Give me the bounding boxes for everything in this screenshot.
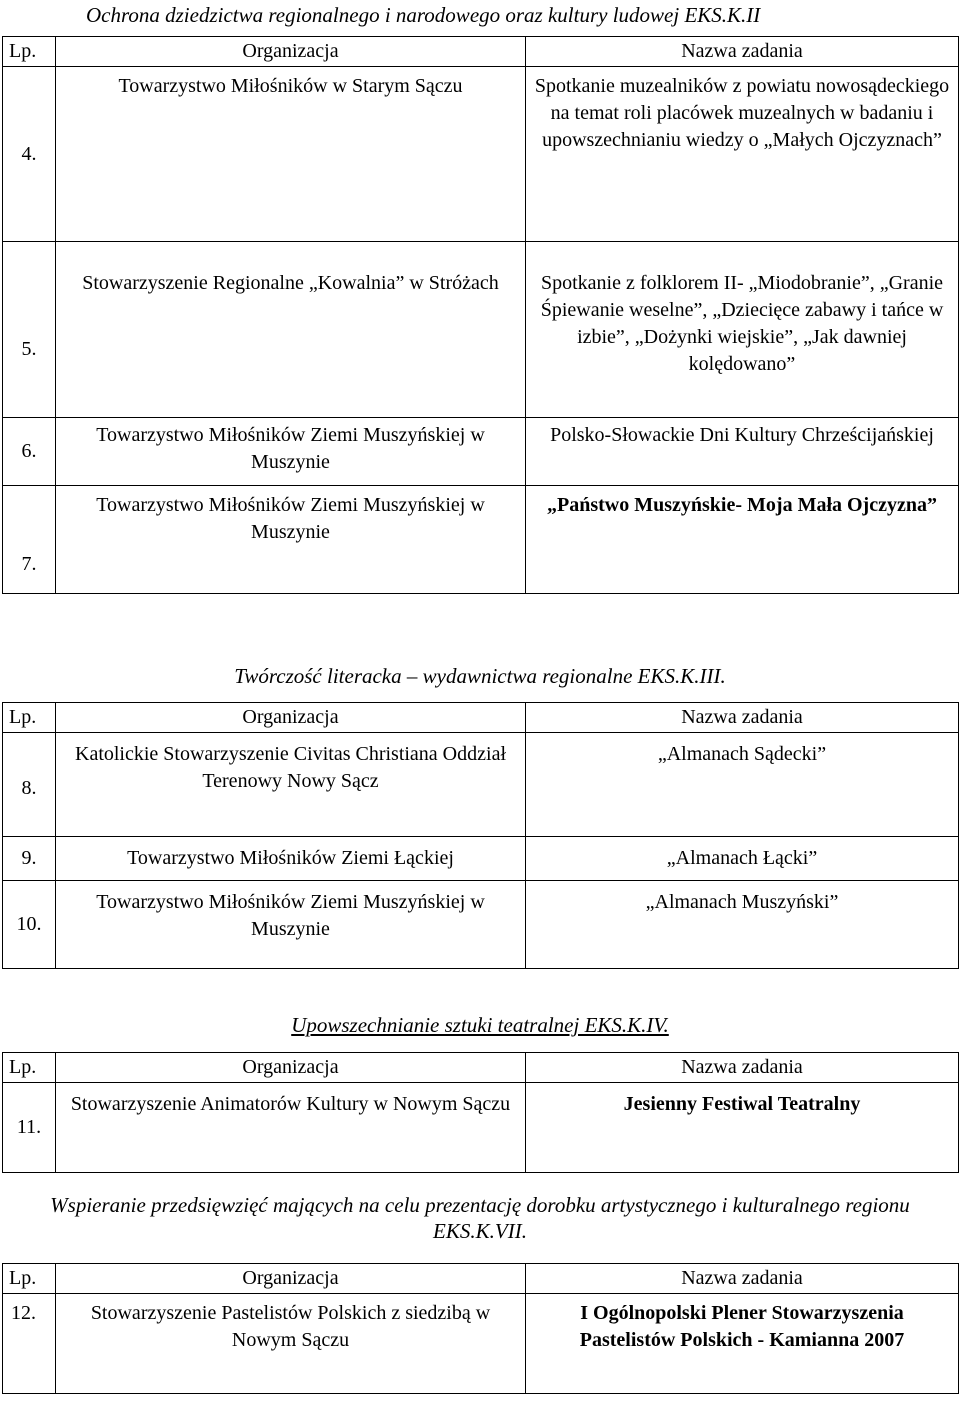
table-header-row (3, 37, 959, 67)
row-number: 6. (3, 418, 56, 486)
row-task: „Państwo Muszyńskie- Moja Mała Ojczyzna” (526, 486, 959, 594)
header-nazwa-zadania: Nazwa zadania (526, 37, 959, 67)
table-header-row (3, 1053, 959, 1083)
row-organization: Stowarzyszenie Animatorów Kultury w Nowym Sączu (56, 1083, 526, 1173)
row-organization: Katolickie Stowarzyszenie Civitas Christiana Oddział Terenowy Nowy Sącz (56, 733, 526, 837)
header-nazwa-zadania: Nazwa zadania (526, 703, 959, 733)
table-row (3, 1083, 959, 1173)
row-task: Spotkanie z folklorem II- „Miodobranie”, „Granie Śpiewanie weselne”, „Dziecięce zabawy i tańce w izbie”, „Dożynki wiejskie”, „Jak dawniej kolędowano” (526, 242, 959, 418)
row-organization: Stowarzyszenie Pastelistów Polskich z siedzibą w Nowym Sączu (56, 1294, 526, 1394)
table-row (3, 837, 959, 881)
row-task: Polsko-Słowackie Dni Kultury Chrześcijańskiej (526, 418, 959, 486)
row-number: 11. (3, 1083, 56, 1173)
row-number: 5. (3, 242, 56, 418)
table-header-row (3, 1264, 959, 1294)
row-organization: Towarzystwo Miłośników Ziemi Łąckiej (56, 837, 526, 881)
header-lp: Lp. (3, 1053, 56, 1083)
header-nazwa-zadania: Nazwa zadania (526, 1264, 959, 1294)
row-organization: Towarzystwo Miłośników w Starym Sączu (56, 67, 526, 242)
row-task: „Almanach Muszyński” (526, 881, 959, 969)
table-ekskiii (2, 702, 959, 969)
table-ekskii (2, 36, 959, 594)
header-lp: Lp. (3, 37, 56, 67)
row-number: 7. (3, 486, 56, 594)
row-task: Spotkanie muzealników z powiatu nowosądeckiego na temat roli placówek muzealnych w badaniu i upowszechnianiu wiedzy o „Małych Ojczyznach” (526, 67, 959, 242)
row-task: Jesienny Festiwal Teatralny (526, 1083, 959, 1173)
section-title-ekskiv (0, 1012, 960, 1038)
table-row (3, 418, 959, 486)
header-nazwa-zadania: Nazwa zadania (526, 1053, 959, 1083)
table-row (3, 486, 959, 594)
row-organization: Towarzystwo Miłośników Ziemi Muszyńskiej w Muszynie (56, 418, 526, 486)
table-row (3, 1294, 959, 1394)
row-number: 4. (3, 67, 56, 242)
header-lp: Lp. (3, 1264, 56, 1294)
table-row (3, 242, 959, 418)
row-task: I Ogólnopolski Plener Stowarzyszenia Pastelistów Polskich - Kamianna 2007 (526, 1294, 959, 1394)
table-row (3, 881, 959, 969)
header-lp: Lp. (3, 703, 56, 733)
section-title-ekskiii: Twórczość literacka – wydawnictwa regionalne EKS.K.III. (234, 664, 726, 688)
row-task: „Almanach Sądecki” (526, 733, 959, 837)
row-task: „Almanach Łącki” (526, 837, 959, 881)
row-organization: Towarzystwo Miłośników Ziemi Muszyńskiej w Muszynie (56, 881, 526, 969)
table-header-row (3, 703, 959, 733)
row-number: 9. (3, 837, 56, 881)
row-number: 12. (3, 1294, 56, 1394)
section-title-ekskii: Ochrona dziedzictwa regionalnego i narodowego oraz kultury ludowej EKS.K.II (86, 3, 761, 27)
table-ekskvii (2, 1263, 959, 1394)
section-title-ekskvii: Wspieranie przedsięwzięć mających na celu prezentację dorobku artystycznego i kulturalnego regionu EKS.K.VII. (50, 1193, 910, 1243)
header-organizacja: Organizacja (56, 1053, 526, 1083)
row-organization: Stowarzyszenie Regionalne „Kowalnia” w Stróżach (56, 242, 526, 418)
table-row (3, 67, 959, 242)
row-number: 8. (3, 733, 56, 837)
row-organization: Towarzystwo Miłośników Ziemi Muszyńskiej w Muszynie (56, 486, 526, 594)
table-ekskiv (2, 1052, 959, 1173)
table-row (3, 733, 959, 837)
row-number: 10. (3, 881, 56, 969)
header-organizacja: Organizacja (56, 1264, 526, 1294)
header-organizacja: Organizacja (56, 37, 526, 67)
section-title-text: Upowszechnianie sztuki teatralnej EKS.K.IV. (291, 1013, 669, 1037)
header-organizacja: Organizacja (56, 703, 526, 733)
